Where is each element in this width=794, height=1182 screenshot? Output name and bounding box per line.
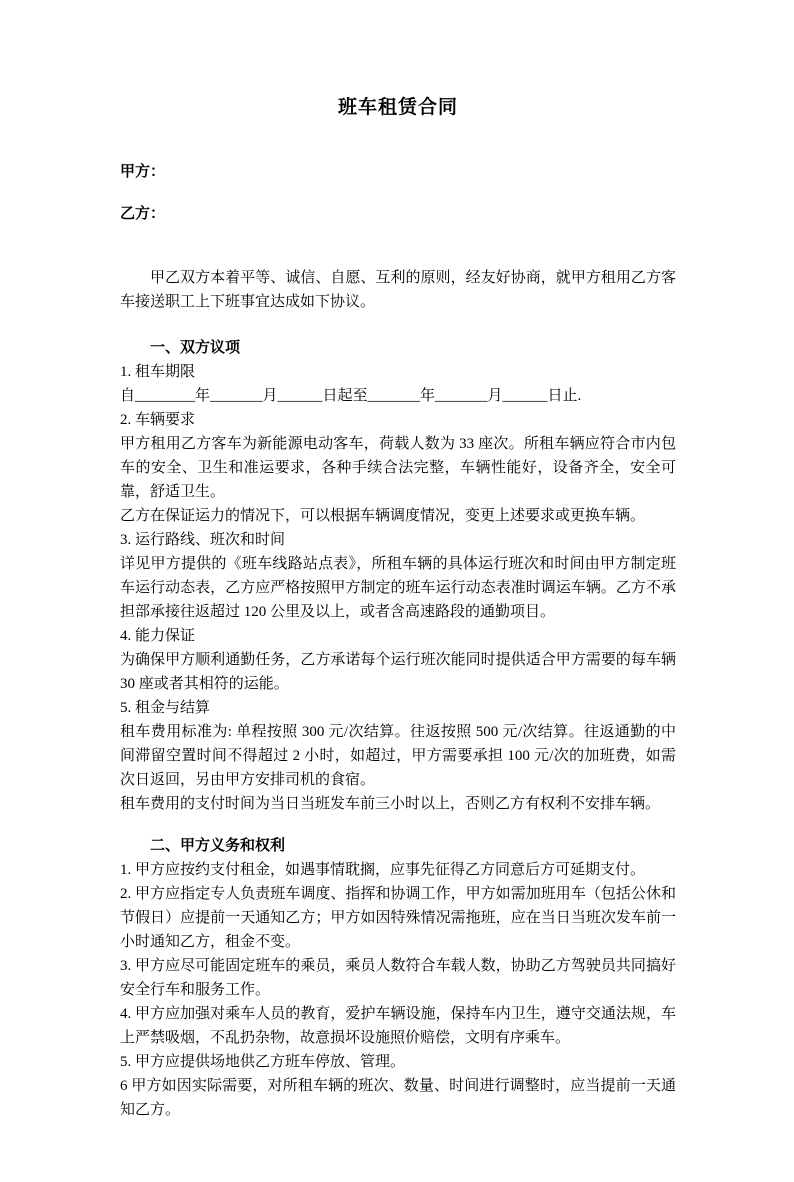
clause: 乙方在保证运力的情况下，可以根据车辆调度情况，变更上述要求或更换车辆。 xyxy=(120,508,646,524)
party-a-line: 甲方： xyxy=(120,164,166,180)
clause: 6 甲方如因实际需要，对所租车辆的班次、数量、时间进行调整时，应当提前一天通知乙方。 xyxy=(120,1078,676,1118)
clause: 甲方租用乙方客车为新能源电动客车，荷载人数为 33 座次。所租车辆应符合市内包车的安全、卫生和准运要求，各种手续合法完整，车辆性能好，设备齐全，安全可靠，舒适卫生。 xyxy=(120,436,676,500)
clause: 租车费用的支付时间为当日当班发车前三小时以上，否则乙方有权利不安排车辆。 xyxy=(120,796,661,812)
intro-paragraph: 甲乙双方本着平等、诚信、自愿、互利的原则，经友好协商，就甲方租用乙方客车接送职工上下班事宜达成如下协议。 xyxy=(120,270,676,310)
clause: 4. 能力保证 xyxy=(120,628,196,644)
clause: 2. 车辆要求 xyxy=(120,412,196,428)
clause: 3. 运行路线、班次和时间 xyxy=(120,532,286,548)
document-title: 班车租赁合同 xyxy=(337,97,458,118)
clause: 5. 租金与结算 xyxy=(120,700,211,716)
clause: 2. 甲方应指定专人负责班车调度、指挥和协调工作，甲方如需加班用车（包括公休和节假日）应提前一天通知乙方；甲方如因特殊情况需拖班，应在当日当班次发车前一小时通知乙方，租金不变。 xyxy=(120,886,676,950)
section-2-heading: 二、甲方义务和权利 xyxy=(150,838,286,854)
clause-blank-fill-line: 自________年_______月______日起至_______年_______月______日止. xyxy=(120,388,582,404)
clause: 3. 甲方应尽可能固定班车的乘员，乘员人数符合车载人数，协助乙方驾驶员共同搞好安全行车和服务工作。 xyxy=(120,958,676,998)
clause: 1. 租车期限 xyxy=(120,364,196,380)
party-b-line: 乙方： xyxy=(120,206,166,222)
clause: 5. 甲方应提供场地供乙方班车停放、管理。 xyxy=(120,1054,406,1070)
clause: 为确保甲方顺利通勤任务，乙方承诺每个运行班次能同时提供适合甲方需要的每车辆 30 座或者其相符的运能。 xyxy=(120,652,676,692)
clause: 4. 甲方应加强对乘车人员的教育，爱护车辆设施，保持车内卫生，遵守交通法规，车上严禁吸烟，不乱扔杂物，故意损坏设施照价赔偿，文明有序乘车。 xyxy=(120,1006,676,1046)
section-1-heading: 一、双方议项 xyxy=(150,340,241,356)
clause: 租车费用标准为: 单程按照 300 元/次结算。往返按照 500 元/次结算。往返通勤的中间滞留空置时间不得超过 2 小时，如超过，甲方需要承担 100 元/次的加班费，如需次日返回，另由甲方安排司机的食宿。 xyxy=(120,724,676,788)
clause: 详见甲方提供的《班车线路站点表》，所租车辆的具体运行班次和时间由甲方制定班车运行动态表，乙方应严格按照甲方制定的班车运行动态表准时调运车辆。乙方不承担部承接往返超过 120 公里及以上，或者含高速路段的通勤项目。 xyxy=(120,556,676,620)
clause: 1. 甲方应按约支付租金，如遇事情耽搁，应事先征得乙方同意后方可延期支付。 xyxy=(120,862,646,878)
